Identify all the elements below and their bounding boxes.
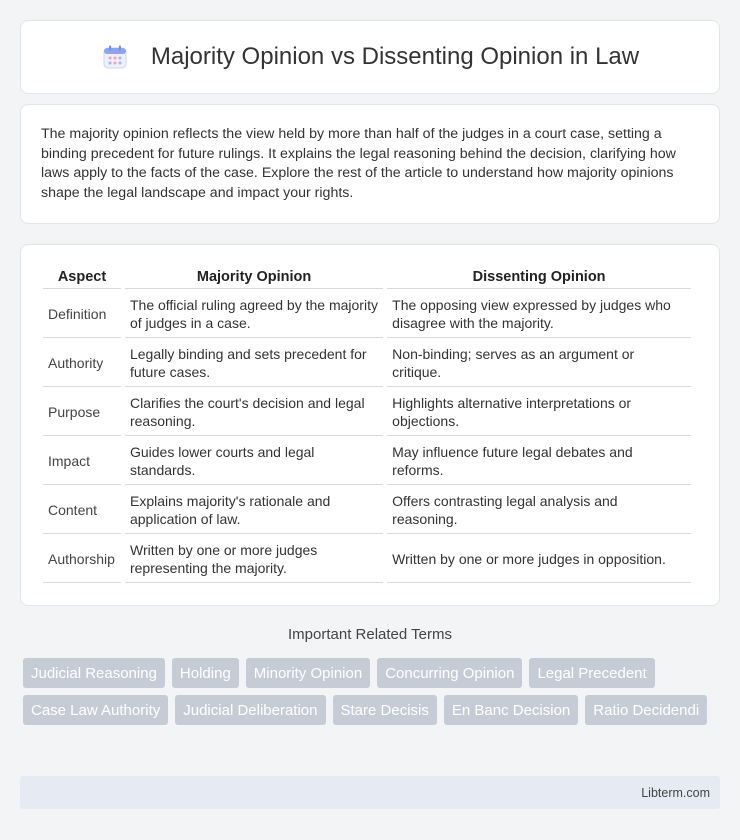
table-header-row	[43, 265, 691, 289]
majority-cell: Explains majority's rationale and application of law.	[125, 487, 383, 534]
dissenting-cell: Written by one or more judges in opposition.	[387, 536, 691, 583]
table-row	[43, 438, 691, 485]
table-row	[43, 340, 691, 387]
column-header-dissenting: Dissenting Opinion	[387, 265, 691, 289]
related-term-tag[interactable]: Judicial Deliberation	[175, 695, 325, 725]
related-term-tag[interactable]: En Banc Decision	[444, 695, 578, 725]
majority-cell: Guides lower courts and legal standards.	[125, 438, 383, 485]
column-header-aspect: Aspect	[43, 265, 121, 289]
related-term-tag[interactable]: Case Law Authority	[23, 695, 168, 725]
related-terms-title: Important Related Terms	[288, 626, 452, 643]
related-term-tag[interactable]: Minority Opinion	[246, 658, 370, 688]
related-term-tag[interactable]: Legal Precedent	[529, 658, 654, 688]
dissenting-cell: May influence future legal debates and reforms.	[387, 438, 691, 485]
header-card	[20, 20, 720, 94]
dissenting-cell: Offers contrasting legal analysis and reasoning.	[387, 487, 691, 534]
related-term-tag[interactable]: Holding	[172, 658, 239, 688]
related-terms-list	[23, 658, 723, 725]
dissenting-cell: Non-binding; serves as an argument or critique.	[387, 340, 691, 387]
majority-cell: Clarifies the court's decision and legal reasoning.	[125, 389, 383, 436]
comparison-table	[39, 263, 695, 585]
table-row	[43, 291, 691, 338]
dissenting-cell: Highlights alternative interpretations or objections.	[387, 389, 691, 436]
aspect-cell: Authority	[43, 340, 121, 387]
intro-card	[20, 104, 720, 224]
table-row	[43, 536, 691, 583]
intro-paragraph: The majority opinion reflects the view held by more than half of the judges in a court case, setting a binding precedent for future rulings. It explains the legal reasoning behind the decision, clarifying how laws apply to the facts of the case. Explore the rest of the article to understand how majority opinions shape the legal landscape and impact your rights.	[41, 126, 676, 201]
aspect-cell: Authorship	[43, 536, 121, 583]
comparison-table-card	[20, 244, 720, 606]
majority-cell: Written by one or more judges representing the majority.	[125, 536, 383, 583]
related-term-tag[interactable]: Ratio Decidendi	[585, 695, 707, 725]
calendar-icon	[101, 43, 129, 71]
table-row	[43, 487, 691, 534]
aspect-cell: Purpose	[43, 389, 121, 436]
related-term-tag[interactable]: Concurring Opinion	[377, 658, 522, 688]
page-title: Majority Opinion vs Dissenting Opinion in Law	[150, 43, 640, 70]
table-row	[43, 389, 691, 436]
majority-cell: Legally binding and sets precedent for future cases.	[125, 340, 383, 387]
majority-cell: The official ruling agreed by the majority of judges in a case.	[125, 291, 383, 338]
aspect-cell: Impact	[43, 438, 121, 485]
aspect-cell: Definition	[43, 291, 121, 338]
column-header-majority: Majority Opinion	[125, 265, 383, 289]
related-term-tag[interactable]: Judicial Reasoning	[23, 658, 165, 688]
footer-site-link[interactable]: Libterm.com	[641, 785, 710, 800]
aspect-cell: Content	[43, 487, 121, 534]
footer	[20, 776, 720, 809]
related-term-tag[interactable]: Stare Decisis	[333, 695, 437, 725]
dissenting-cell: The opposing view expressed by judges who disagree with the majority.	[387, 291, 691, 338]
